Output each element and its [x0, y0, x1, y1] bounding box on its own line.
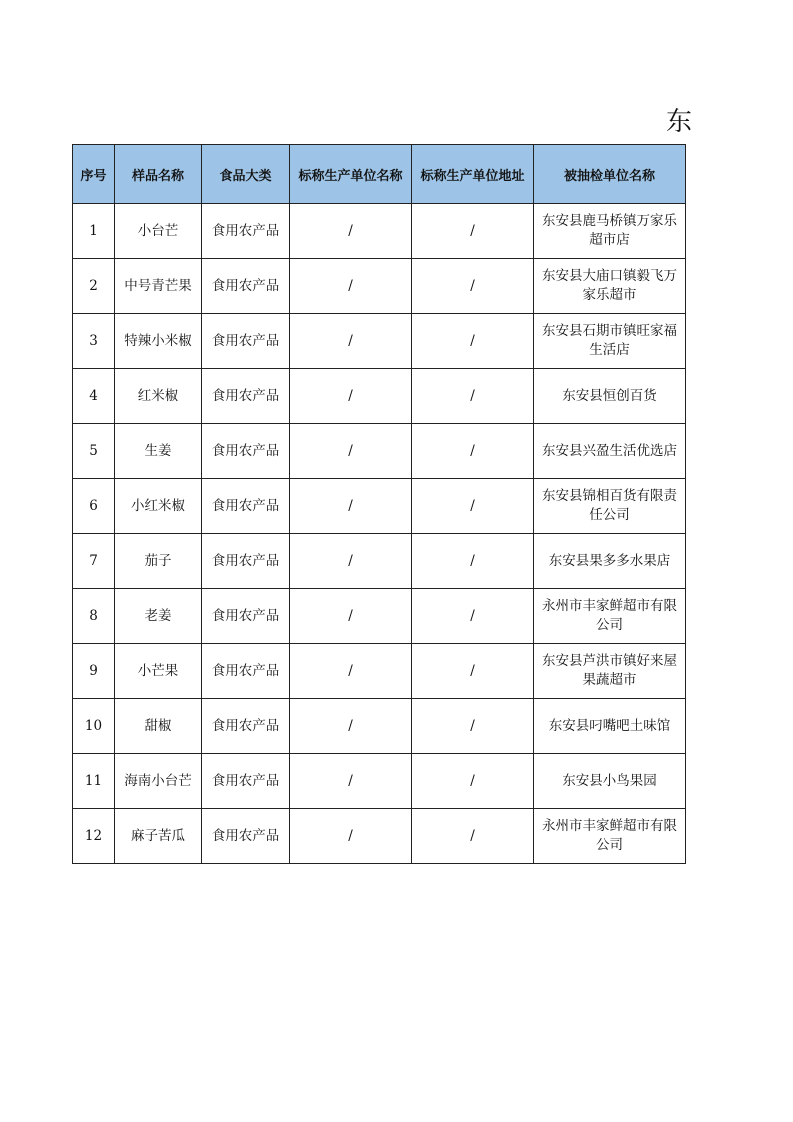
cell-producer-name: /: [290, 259, 412, 314]
cell-food-category: 食用农产品: [202, 204, 290, 259]
table-body: [73, 204, 686, 864]
table-header-row: [73, 145, 686, 204]
cell-sampled-unit-name: 东安县恒创百货: [534, 369, 686, 424]
cell-producer-name: /: [290, 699, 412, 754]
cell-serial-number: 9: [73, 644, 115, 699]
cell-producer-address: /: [412, 369, 534, 424]
cell-sampled-unit-name: 东安县兴盈生活优选店: [534, 424, 686, 479]
cell-producer-name: /: [290, 589, 412, 644]
cell-food-category: 食用农产品: [202, 259, 290, 314]
header-food-category: 食品大类: [202, 145, 290, 204]
cell-producer-address: /: [412, 259, 534, 314]
cell-food-category: 食用农产品: [202, 534, 290, 589]
cell-food-category: 食用农产品: [202, 479, 290, 534]
cell-food-category: 食用农产品: [202, 314, 290, 369]
cell-serial-number: 1: [73, 204, 115, 259]
table-row: [73, 754, 686, 809]
cell-producer-name: /: [290, 644, 412, 699]
cell-producer-address: /: [412, 424, 534, 479]
cell-food-category: 食用农产品: [202, 809, 290, 864]
header-serial-number: 序号: [73, 145, 115, 204]
cell-sample-name: 红米椒: [115, 369, 202, 424]
cell-sampled-unit-name: 东安县叼嘴吧土味馆: [534, 699, 686, 754]
cell-sample-name: 海南小台芒: [115, 754, 202, 809]
cell-producer-address: /: [412, 314, 534, 369]
cell-sampled-unit-name: 东安县小鸟果园: [534, 754, 686, 809]
cell-food-category: 食用农产品: [202, 644, 290, 699]
cell-sample-name: 小台芒: [115, 204, 202, 259]
inspection-table: [72, 144, 686, 864]
table-row: [73, 589, 686, 644]
cell-sampled-unit-name: 东安县锦相百货有限责任公司: [534, 479, 686, 534]
cell-sampled-unit-name: 东安县芦洪市镇好来屋果蔬超市: [534, 644, 686, 699]
cell-sample-name: 麻子苦瓜: [115, 809, 202, 864]
cell-food-category: 食用农产品: [202, 424, 290, 479]
table-row: [73, 369, 686, 424]
table-row: [73, 699, 686, 754]
cell-sample-name: 小芒果: [115, 644, 202, 699]
cell-producer-address: /: [412, 699, 534, 754]
cell-sample-name: 特辣小米椒: [115, 314, 202, 369]
cell-serial-number: 12: [73, 809, 115, 864]
cell-sampled-unit-name: 东安县果多多水果店: [534, 534, 686, 589]
header-producer-address: 标称生产单位地址: [412, 145, 534, 204]
cell-sample-name: 中号青芒果: [115, 259, 202, 314]
cell-sample-name: 小红米椒: [115, 479, 202, 534]
cell-serial-number: 5: [73, 424, 115, 479]
cell-producer-name: /: [290, 479, 412, 534]
cell-sampled-unit-name: 东安县大庙口镇毅飞万家乐超市: [534, 259, 686, 314]
cell-serial-number: 11: [73, 754, 115, 809]
table-row: [73, 204, 686, 259]
table-row: [73, 809, 686, 864]
cell-producer-name: /: [290, 809, 412, 864]
table-row: [73, 314, 686, 369]
header-sampled-unit-name: 被抽检单位名称: [534, 145, 686, 204]
cell-producer-address: /: [412, 589, 534, 644]
cell-serial-number: 6: [73, 479, 115, 534]
header-sample-name: 样品名称: [115, 145, 202, 204]
cell-producer-name: /: [290, 204, 412, 259]
cell-producer-name: /: [290, 314, 412, 369]
cell-serial-number: 8: [73, 589, 115, 644]
cell-serial-number: 3: [73, 314, 115, 369]
table-row: [73, 534, 686, 589]
cell-producer-address: /: [412, 534, 534, 589]
cell-sampled-unit-name: 永州市丰家鲜超市有限公司: [534, 589, 686, 644]
cell-sample-name: 甜椒: [115, 699, 202, 754]
cell-producer-address: /: [412, 204, 534, 259]
cell-producer-name: /: [290, 754, 412, 809]
cell-serial-number: 7: [73, 534, 115, 589]
cell-sampled-unit-name: 东安县石期市镇旺家福生活店: [534, 314, 686, 369]
cell-producer-address: /: [412, 754, 534, 809]
header-producer-name: 标称生产单位名称: [290, 145, 412, 204]
cell-producer-name: /: [290, 424, 412, 479]
cell-producer-address: /: [412, 644, 534, 699]
cell-serial-number: 10: [73, 699, 115, 754]
cell-sample-name: 茄子: [115, 534, 202, 589]
cell-sample-name: 生姜: [115, 424, 202, 479]
cell-sampled-unit-name: 东安县鹿马桥镇万家乐超市店: [534, 204, 686, 259]
cell-food-category: 食用农产品: [202, 589, 290, 644]
table-row: [73, 259, 686, 314]
cell-producer-address: /: [412, 479, 534, 534]
cell-food-category: 食用农产品: [202, 699, 290, 754]
cell-producer-address: /: [412, 809, 534, 864]
cell-food-category: 食用农产品: [202, 754, 290, 809]
table-row: [73, 479, 686, 534]
table-row: [73, 424, 686, 479]
cell-food-category: 食用农产品: [202, 369, 290, 424]
cell-sampled-unit-name: 永州市丰家鲜超市有限公司: [534, 809, 686, 864]
table-row: [73, 644, 686, 699]
cell-sample-name: 老姜: [115, 589, 202, 644]
cell-producer-name: /: [290, 534, 412, 589]
page-title: 东: [666, 107, 693, 137]
cell-serial-number: 4: [73, 369, 115, 424]
cell-producer-name: /: [290, 369, 412, 424]
cell-serial-number: 2: [73, 259, 115, 314]
